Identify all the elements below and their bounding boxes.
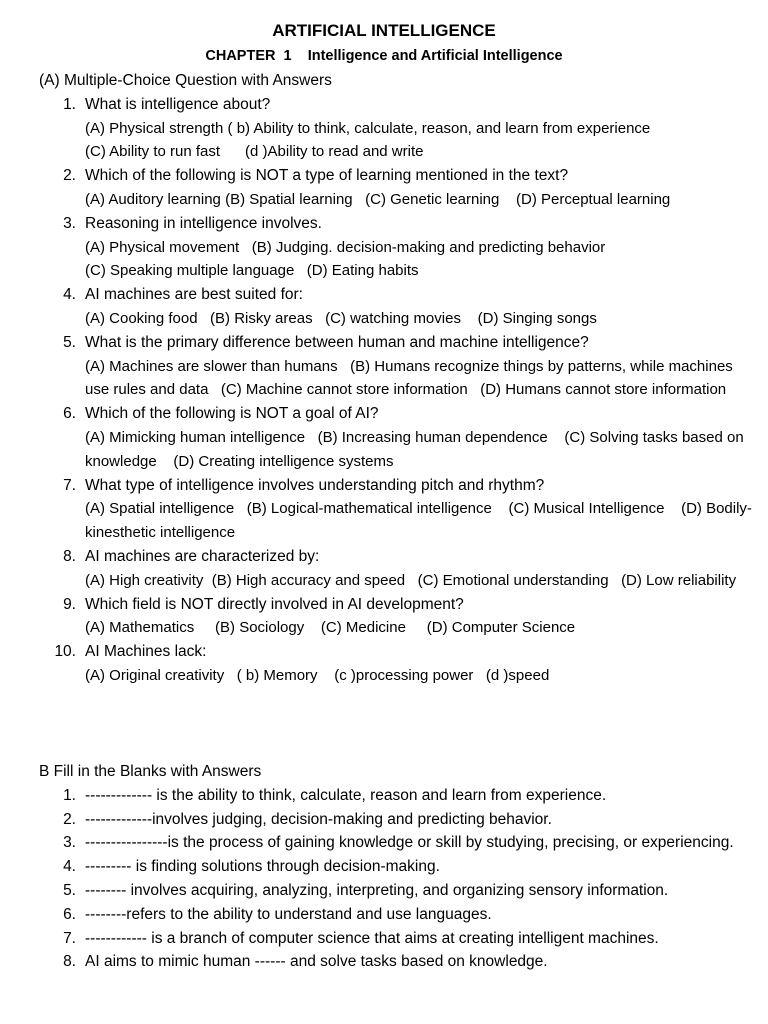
section-b-heading: B Fill in the Blanks with Answers	[39, 763, 262, 780]
question-text: Which of the following is NOT a type of learning mentioned in the text?	[85, 167, 569, 185]
blank-sentence: -------------involves judging, decision-making and predicting behavior.	[85, 810, 552, 828]
question-item	[39, 212, 754, 283]
question-item	[39, 593, 754, 641]
blank-sentence: AI aims to mimic human ------ and solve tasks based on knowledge.	[85, 953, 548, 971]
blank-sentence: ----------------is the process of gaining knowledge or skill by studying, precising, or experiencing.	[85, 834, 734, 852]
item-number: 4.	[63, 858, 76, 876]
section-a-heading: (A) Multiple-Choice Question with Answers	[39, 72, 332, 89]
answer-options: (A) Original creativity ( b) Memory (c )processing power (d )speed	[85, 666, 550, 684]
question-number: 9.	[63, 595, 76, 613]
chapter-heading: CHAPTER 1 Intelligence and Artificial Intelligence	[205, 48, 563, 64]
question-number: 4.	[63, 286, 76, 304]
question-text: What type of intelligence involves understanding pitch and rhythm?	[85, 476, 545, 494]
question-number: 3.	[63, 214, 76, 232]
blanks-list	[39, 784, 754, 974]
question-item	[39, 402, 754, 473]
answer-options: (A) Mimicking human intelligence (B) Increasing human dependence (C) Solving tasks based on knowledge (D) Creating intelligence systems	[85, 428, 748, 470]
fill-in-blanks-section	[39, 760, 754, 974]
list-item	[39, 808, 754, 832]
item-number: 8.	[63, 953, 76, 971]
item-number: 6.	[63, 905, 76, 923]
question-number: 2.	[63, 167, 76, 185]
blank-sentence: -------- involves acquiring, analyzing, interpreting, and organizing sensory information.	[85, 881, 669, 899]
blank-sentence: ------------- is the ability to think, calculate, reason and learn from experience.	[85, 786, 607, 804]
list-item	[39, 831, 754, 855]
question-number: 1.	[63, 95, 76, 113]
question-item	[39, 545, 754, 593]
answer-options: (A) Auditory learning (B) Spatial learning (C) Genetic learning (D) Perceptual learning	[85, 190, 671, 208]
question-number: 8.	[63, 547, 76, 565]
question-item	[39, 164, 754, 212]
list-item	[39, 855, 754, 879]
list-item	[39, 950, 754, 974]
question-text: AI machines are characterized by:	[85, 547, 320, 565]
question-text: What is the primary difference between human and machine intelligence?	[85, 333, 589, 351]
question-number: 5.	[63, 333, 76, 351]
list-item	[39, 903, 754, 927]
blank-sentence: ------------ is a branch of computer science that aims at creating intelligent machines.	[85, 929, 659, 947]
list-item	[39, 879, 754, 903]
question-item	[39, 283, 754, 331]
answer-options: (A) Physical movement (B) Judging. decision-making and predicting behavior	[85, 238, 606, 256]
list-item	[39, 784, 754, 808]
item-number: 7.	[63, 929, 76, 947]
question-text: Which field is NOT directly involved in AI development?	[85, 595, 464, 613]
answer-options: (A) Cooking food (B) Risky areas (C) watching movies (D) Singing songs	[85, 309, 597, 327]
item-number: 2.	[63, 810, 76, 828]
question-text: Which of the following is NOT a goal of AI?	[85, 405, 379, 423]
question-item	[39, 640, 754, 688]
multiple-choice-section	[39, 69, 754, 688]
question-number: 10.	[54, 643, 76, 661]
question-item	[39, 93, 754, 164]
question-item	[39, 331, 754, 402]
question-list	[39, 93, 754, 688]
answer-options: (A) Physical strength ( b) Ability to think, calculate, reason, and learn from experience	[85, 119, 651, 137]
answer-options: (C) Ability to run fast (d )Ability to read and write	[85, 143, 424, 161]
answer-options: (A) High creativity (B) High accuracy and speed (C) Emotional understanding (D) Low reliability	[85, 571, 737, 589]
item-number: 5.	[63, 881, 76, 899]
question-text: What is intelligence about?	[85, 95, 271, 113]
document-title: ARTIFICIAL INTELLIGENCE	[272, 21, 496, 40]
question-number: 7.	[63, 476, 76, 494]
question-item	[39, 474, 754, 545]
item-number: 1.	[63, 786, 76, 804]
blank-sentence: --------- is finding solutions through decision-making.	[85, 858, 440, 876]
answer-options: (A) Spatial intelligence (B) Logical-mathematical intelligence (C) Musical Intelligence (D) Bodily-kinesthetic intelligence	[85, 500, 752, 542]
question-number: 6.	[63, 405, 76, 423]
answer-options: (A) Machines are slower than humans (B) Humans recognize things by patterns, while machines use rules and data (C) Machine cannot store information (D) Humans cannot store information	[85, 357, 737, 399]
question-text: Reasoning in intelligence involves.	[85, 214, 322, 232]
answer-options: (C) Speaking multiple language (D) Eating habits	[85, 262, 419, 280]
list-item	[39, 927, 754, 951]
answer-options: (A) Mathematics (B) Sociology (C) Medicine (D) Computer Science	[85, 619, 576, 637]
item-number: 3.	[63, 834, 76, 852]
question-text: AI Machines lack:	[85, 643, 207, 661]
blank-sentence: --------refers to the ability to understand and use languages.	[85, 905, 492, 923]
question-text: AI machines are best suited for:	[85, 286, 303, 304]
